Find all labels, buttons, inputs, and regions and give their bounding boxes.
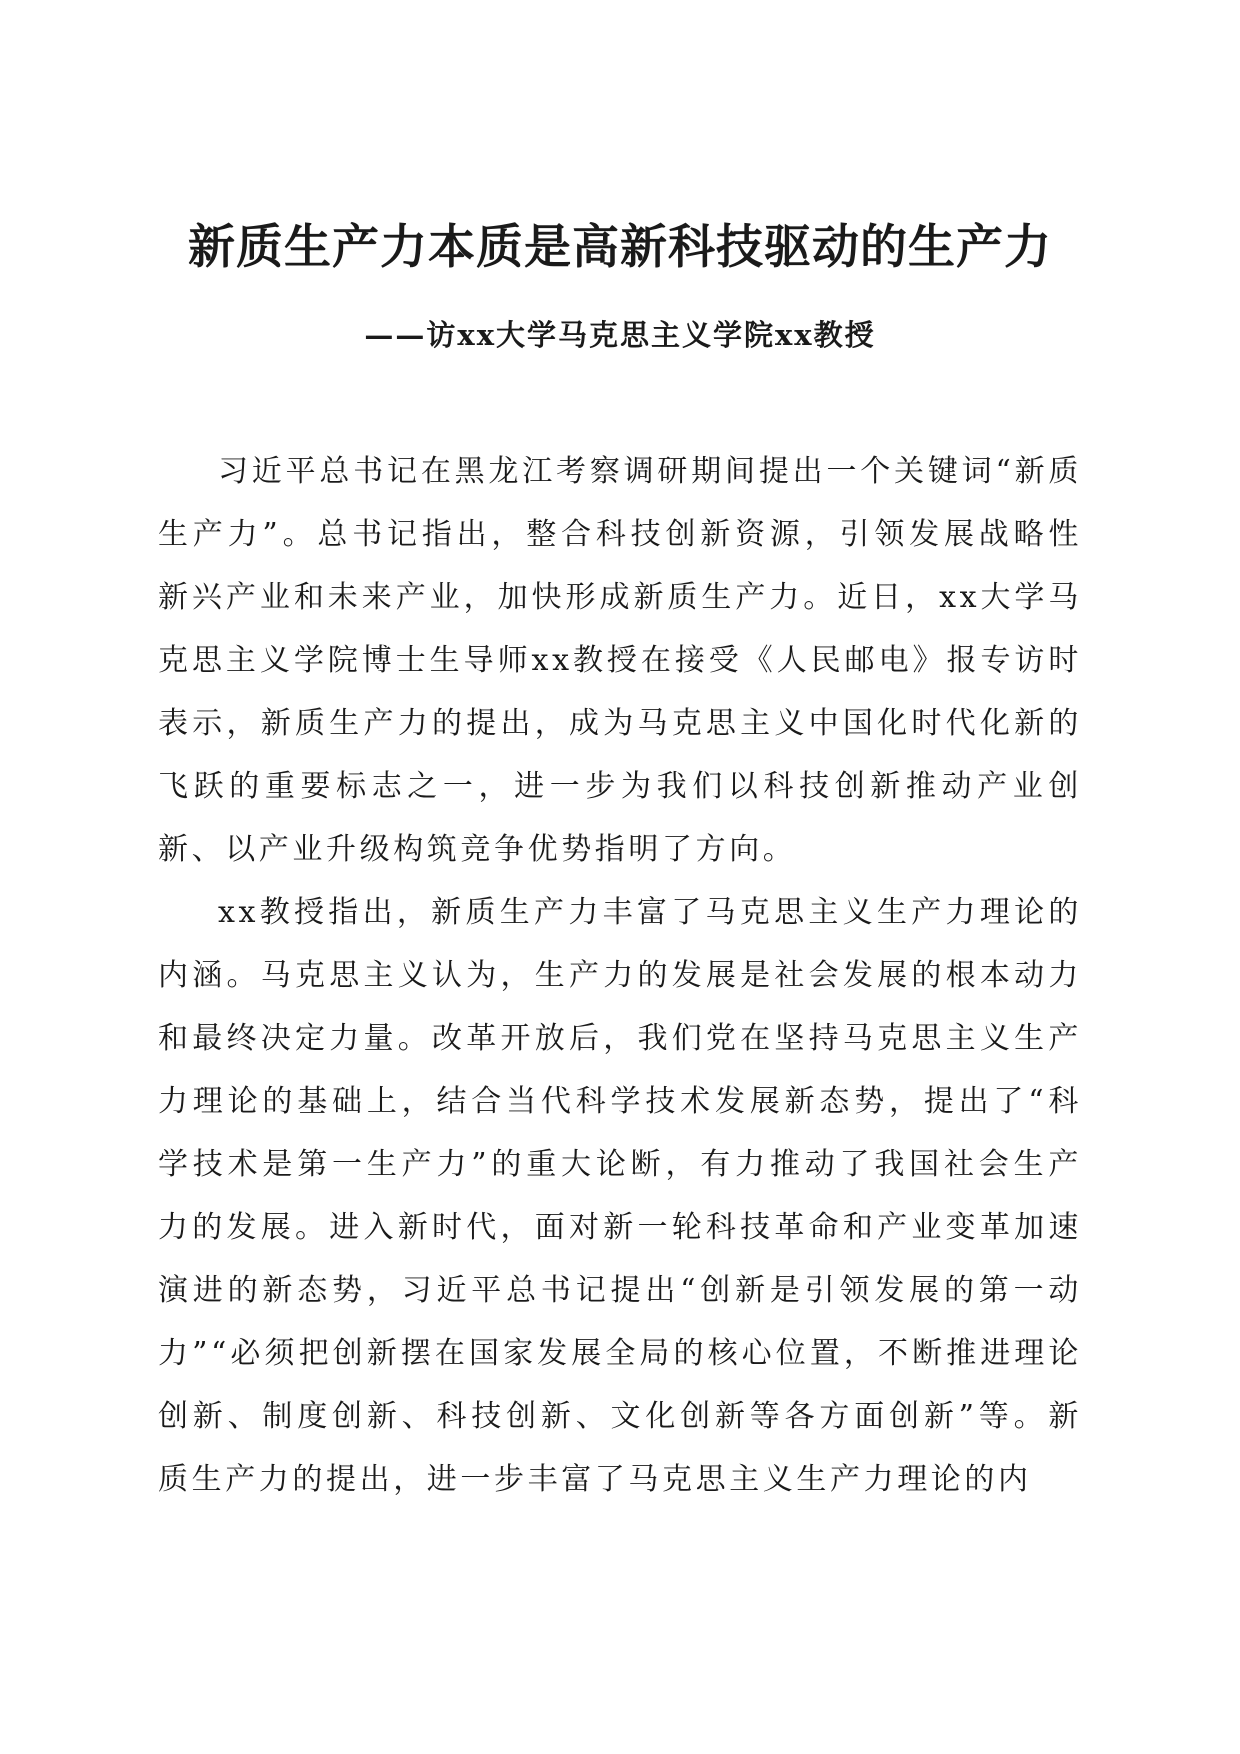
- body-paragraph: xx教授指出，新质生产力丰富了马克思主义生产力理论的内涵。马克思主义认为，生产力的发展是社会发展的根本动力和最终决定力量。改革开放后，我们党在坚持马克思主义生产力理论的基础上，结合当代科学技术发展新态势，提出了“科学技术是第一生产力”的重大论断，有力推动了我国社会生产力的发展。进入新时代，面对新一轮科技革命和产业变革加速演进的新态势，习近平总书记提出“创新是引领发展的第一动力”“必须把创新摆在国家发展全局的核心位置，不断推进理论创新、制度创新、科技创新、文化创新等各方面创新”等。新质生产力的提出，进一步丰富了马克思主义生产力理论的内: [158, 895, 1082, 1497]
- document-subtitle: ——访xx大学马克思主义学院xx教授: [364, 318, 876, 352]
- document-title: 新质生产力本质是高新科技驱动的生产力: [188, 220, 1052, 275]
- body-paragraph: 习近平总书记在黑龙江考察调研期间提出一个关键词“新质生产力”。总书记指出，整合科技创新资源，引领发展战略性新兴产业和未来产业，加快形成新质生产力。近日，xx大学马克思主义学院博士生导师xx教授在接受《人民邮电》报专访时表示，新质生产力的提出，成为马克思主义中国化时代化新的飞跃的重要标志之一，进一步为我们以科技创新推动产业创新、以产业升级构筑竞争优势指明了方向。: [158, 454, 1082, 867]
- document-body: [158, 440, 1082, 1511]
